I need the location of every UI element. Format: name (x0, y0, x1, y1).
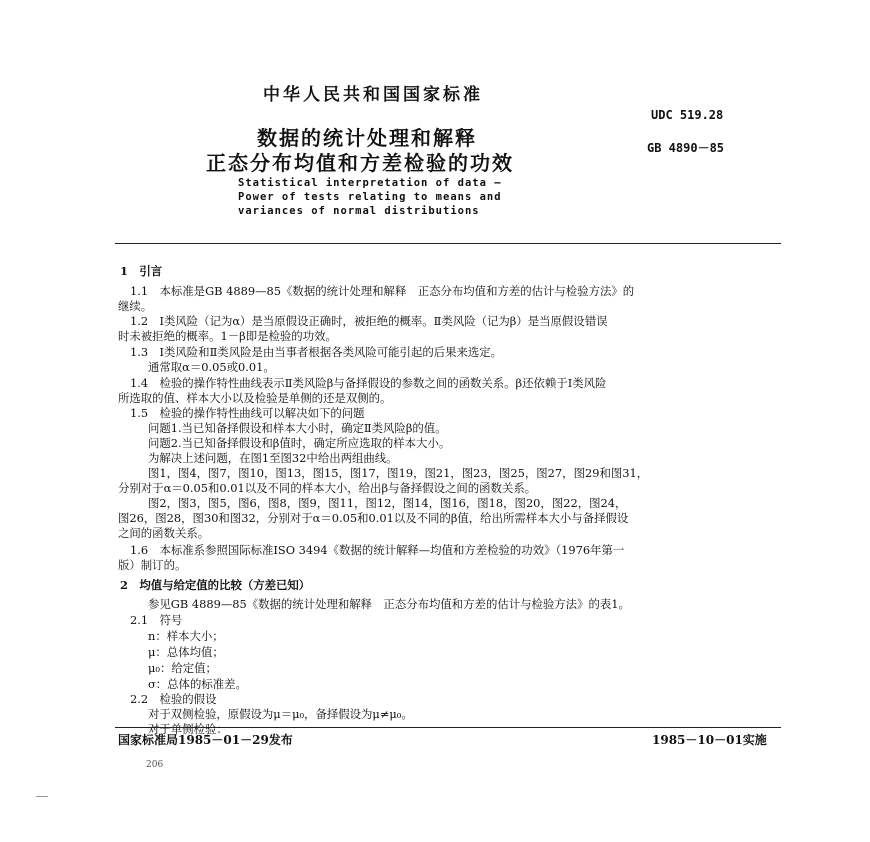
text-line: 所选取的值、样本大小以及检验是单侧的还是双侧的。 (118, 391, 392, 405)
text-line: 版）制订的。 (118, 558, 187, 572)
symbol-line: μ：总体均值； (148, 645, 224, 659)
text-line: 图1，图4，图7，图10，图13，图15，图17，图19，图21，图23，图25，图27，图29和图31， (148, 466, 649, 480)
english-title-line: Statistical interpretation of data — (238, 177, 502, 189)
text-line: 图2，图3，图5，图6，图8，图9，图11，图12，图14，图16，图18，图20，图22，图24， (148, 496, 627, 510)
clause-2-2: 2.2 检验的假设 (130, 692, 217, 706)
symbol-line: μ₀：给定值； (148, 661, 217, 675)
clause-1-1: 1.1 本标准是GB 4889—85《数据的统计处理和解释 正态分布均值和方差的估计与检验方法》的 (130, 284, 635, 298)
header-rule (115, 243, 781, 244)
section-heading: 2 均值与给定值的比较（方差已知） (120, 578, 311, 592)
symbol-line: n：样本大小； (148, 629, 224, 643)
issuing-authority: 中华人民共和国国家标准 (263, 85, 483, 105)
page-number: 206 (146, 760, 164, 770)
text-line: 对于单侧检验： (148, 722, 228, 736)
clause-1-5: 1.5 检验的操作特性曲线可以解决如下的问题 (130, 406, 365, 420)
text-line: 时未被拒绝的概率。1－β即是检验的功效。 (118, 329, 337, 343)
title-line-1: 数据的统计处理和解释 (257, 126, 477, 150)
clause-1-4: 1.4 检验的操作特性曲线表示Ⅱ类风险β与备择假设的参数之间的函数关系。β还依赖于Ⅰ类风险 (130, 376, 607, 390)
symbol-line: σ：总体的标准差。 (148, 677, 247, 691)
text-line: 分别对于α＝0.05和0.01以及不同的样本大小，给出β与备择假设之间的函数关系。 (118, 481, 537, 495)
text-line: 参见GB 4889—85《数据的统计处理和解释 正态分布均值和方差的估计与检验方法》的表1。 (148, 597, 630, 611)
title-line-2: 正态分布均值和方差检验的功效 (206, 151, 514, 175)
text-line: 图26，图28，图30和图32，分别对于α＝0.05和0.01以及不同的β值，给出所需样本大小与备择假设 (118, 511, 629, 525)
section-heading: 1 引言 (120, 264, 163, 278)
text-line: 对于双侧检验，原假设为μ＝μ₀，备择假设为μ≠μ₀。 (148, 707, 413, 721)
udc-code: UDC 519.28 (651, 108, 724, 122)
english-title-line: variances of normal distributions (238, 205, 480, 217)
issue-date: 国家标准局1985－01－29发布 (118, 733, 293, 747)
text-line: 问题1.当已知备择假设和样本大小时，确定Ⅱ类风险β的值。 (148, 421, 447, 435)
text-line: 之间的函数关系。 (118, 526, 210, 540)
text-line: 问题2.当已知备择假设和β值时，确定所应选取的样本大小。 (148, 436, 451, 450)
clause-2-1: 2.1 符号 (130, 613, 183, 627)
footer-rule (115, 727, 781, 728)
scan-mark (36, 796, 48, 797)
text-line: 通常取α＝0.05或0.01。 (148, 360, 275, 374)
clause-1-3: 1.3 Ⅰ类风险和Ⅱ类风险是由当事者根据各类风险可能引起的后果来选定。 (130, 345, 503, 359)
clause-1-2: 1.2 Ⅰ类风险（记为α）是当原假设正确时，被拒绝的概率。Ⅱ类风险（记为β）是当原假设错误 (130, 314, 608, 328)
clause-1-6: 1.6 本标准系参照国际标准ISO 3494《数据的统计解释—均值和方差检验的功效》（1976年第一 (130, 543, 625, 557)
english-title-line: Power of tests relating to means and (238, 191, 502, 203)
text-line: 为解决上述问题，在图1至图32中给出两组曲线。 (148, 451, 398, 465)
standard-number: GB 4890－85 (647, 141, 725, 155)
text-line: 继续。 (118, 299, 153, 313)
effective-date: 1985－10－01实施 (652, 733, 767, 747)
